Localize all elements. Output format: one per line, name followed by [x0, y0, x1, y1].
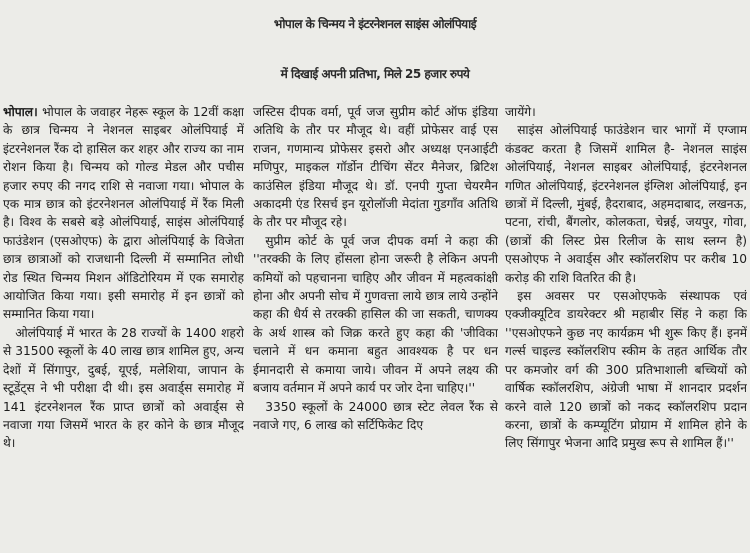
- article-paragraph: ओलंपियाई में भारत के 28 राज्यों के 1400 शहरो से 31500 स्कूलों के 40 लाख छात्र शामिल हुए, अन्य देशों में सिंगापुर, दुबई, यूएई, मलेशिया, जापान के स्टूडेंट्स ने भी परीक्षा दी थी। इस अवार्ड्स समारोह में 141 इंटरनेशनल रैंक प्राप्त छात्रों को अवार्ड्स से नवाजा गया जिसमें भारत के हर कोने के छात्र मौजूद थे।: [3, 325, 244, 451]
- article-column-2: [253, 103, 498, 553]
- headline-line-2: में दिखाई अपनी प्रतिभा, मिले 25 हजार रुपये: [280, 67, 470, 81]
- dateline: भोपाल।: [3, 105, 38, 119]
- article-paragraph: इस अवसर पर एसओएफके संस्थापक एवं एक्जीक्यूटिव डायरेक्टर श्री महाबीर सिंह ने कहा कि ''एसओएफने कुछ नए कार्यक्रम भी शुरू किए हैं। इनमें गर्ल्स चाइल्ड स्कॉलरशिप स्कीम के तहत आर्थिक तौर पर कमजोर वर्ग की 300 प्रतिभाशाली बच्चियों को वार्षिक स्कॉलरशिप, अंग्रेजी भाषा में शानदार प्रदर्शन करने वाले 120 छात्रों को नकद स्कॉलरशिप प्रदान करना, छात्रों के कम्प्यूटिंग प्रोग्राम में शामिल होने के लिए सिंगापुर भेजना आदि प्रमुख रूप से शामिल हैं।'': [505, 289, 747, 451]
- article-text: भोपाल के जवाहर नेहरू स्कूल के 12वीं कक्षा के छात्र चिन्मय ने नेशनल साइबर ओलंपियाई में इंटरनेशनल रैंक दो हासिल कर शहर और राज्य का नाम रोशन किया है। चिन्मय को गोल्ड मेडल और पचीस हजार रुपए की नगद राशि से नवाजा गया। भोपाल के एक मात्र छात्र को इंटरनेशनल ओलंपियाई में रैंक मिली है। विश्व के सबसे बड़े ओलंपियाई, साइंस ओलंपियाई फाउंडेशन (एसओएफ) के द्वारा ओलंपियाई के विजेता छात्र छात्राओं को राजधानी दिल्ली में सम्मानित लोधी रोड स्थित चिन्मय मिशन ऑडिटोरियम में एक समारोह आयोजित किया गया। इसी समारोह में इन छात्रों को सम्मानित किया गया।: [3, 105, 244, 322]
- headline: [0, 0, 750, 100]
- article-paragraph: [3, 103, 244, 324]
- article-column-3: [505, 103, 747, 553]
- headline-line-1: भोपाल के चिन्मय ने इंटरनेशनल साइंस ओलंपियाई: [273, 17, 477, 31]
- article-paragraph: जायेंगे।: [505, 105, 536, 119]
- article-paragraph: 3350 स्कूलों के 24000 छात्र स्टेट लेवल रैंक से नवाजे गए, 6 लाख को सर्टिफिकेट दिए: [253, 399, 498, 432]
- article-column-1: [3, 103, 244, 553]
- article-paragraph: जस्टिस दीपक वर्मा, पूर्व जज सुप्रीम कोर्ट ऑफ इंडिया अतिथि के तौर पर मौजूद थे। वहीं प्रोफेसर वाई एस राजन, गणमान्य प्रोफेसर इसरो और अध्यक्ष एनआईटी मणिपुर, माइकल गॉर्डोन टीचिंग सेंटर मैनेजर, ब्रिटिश काउंसिल इंडिया मौजूद थे। डॉ. एनपी गुप्ता चेयरमैन अकादमी एंड रिसर्च इन यूरोलॉजी मेदांता गुडगाँव अतिथि के तौर पर मौजूद रहे।: [253, 105, 498, 230]
- article-paragraph: सुप्रीम कोर्ट के पूर्व जज दीपक वर्मा ने कहा की ''तरक्की के लिए होंसला होना जरूरी है लेकिन अपनी कमियों को पहचानना चाहिए और जीवन में महत्वकांक्षी होना और अपनी सोच में गुणवत्ता लाये छात्र लाये उन्होंने कहा की धैर्य से तरक्की हासिल की जा सकती, चाणक्य के अर्थ शास्त्र को जिक्र करते हुए कहा की 'जीविका चलाने में धन कमाना बहुत आवश्यक है पर धन ईमानदारी से कमाया जाये। जीवन में अपने लक्ष्य की बजाय वर्तमान में अपने कार्य पर जोर देना चाहिए।'': [253, 233, 498, 396]
- article-paragraph: साइंस ओलंपियाई फाउंडेशन चार भागों में एग्जाम कंडक्ट करता है जिसमें शामिल है- नेशनल साइंस ओलंपियाई, नेशनल साइबर ओलंपियाई, इंटरनेशनल गणित ओलंपियाई, इंटरनेशनल इंग्लिश ओलंपियाई, इन छात्रों में दिल्ली, मुंबई, हैदराबाद, अहमदाबाद, लखनऊ, पटना, रांची, बैंगलोर, कोलकता, चेन्नई, जयपुर, गोवा, (छात्रों की लिस्ट प्रेस रिलीज के साथ स्लग्न है) एसओएफ ने अवार्ड्स और स्कॉलरशिप पर करीब 10 करोड़ की राशि वितरित की है।: [505, 123, 747, 285]
